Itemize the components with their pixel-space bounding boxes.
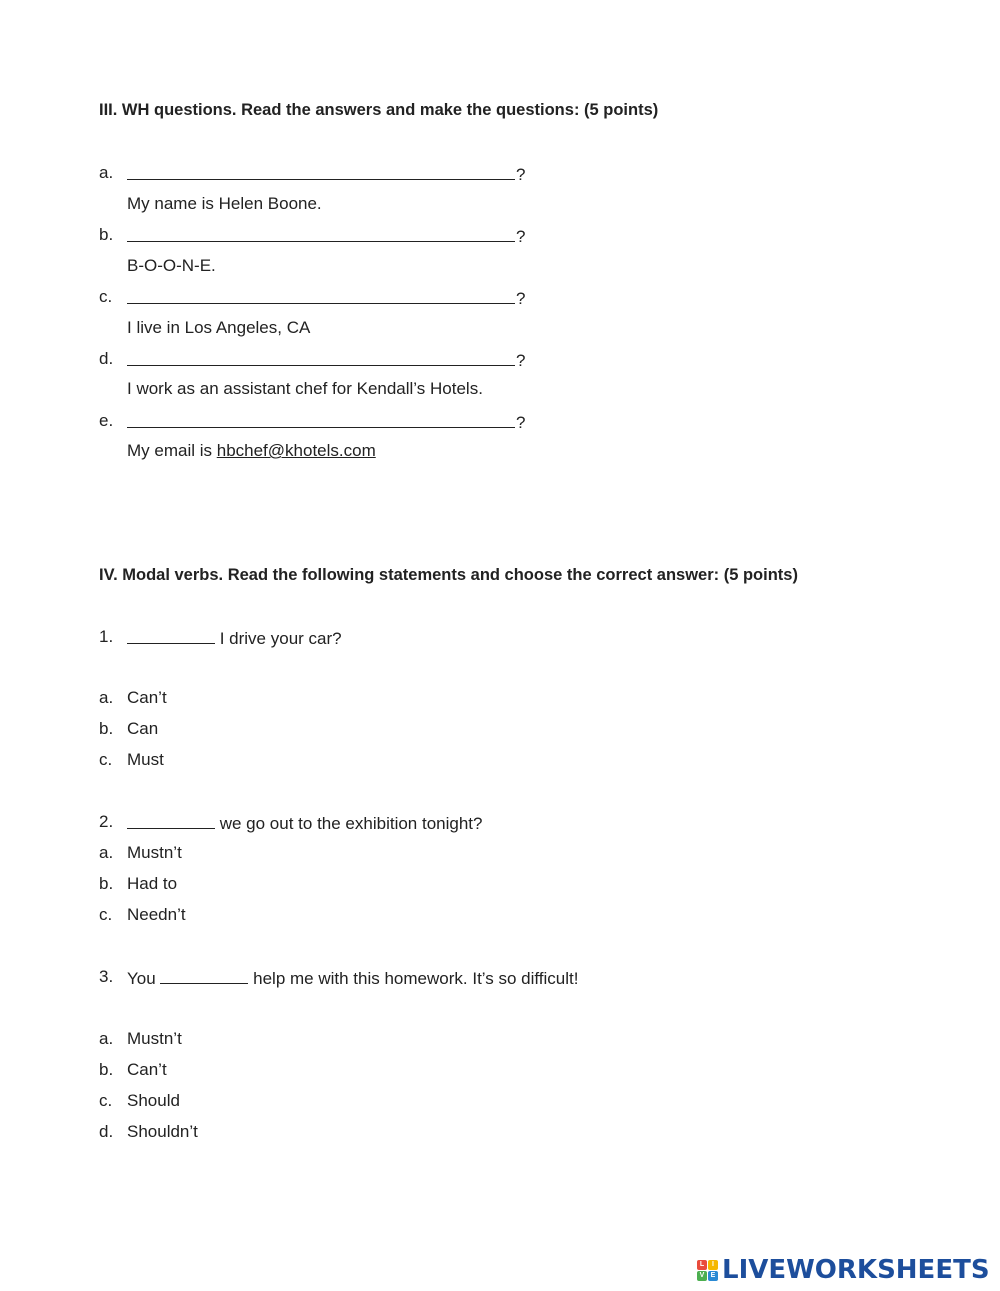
question-mark: ? <box>516 351 526 370</box>
question-number: 1. <box>99 627 114 646</box>
option-text[interactable]: Mustn’t <box>127 1029 182 1048</box>
fill-blank[interactable] <box>127 811 215 829</box>
option-text[interactable]: Can’t <box>127 688 167 707</box>
option-label: a. <box>99 1029 114 1048</box>
question-mark: ? <box>516 289 526 308</box>
option-label: a. <box>99 843 114 862</box>
logo-tile: I <box>708 1260 718 1270</box>
question-mark: ? <box>516 227 526 246</box>
logo-tile: V <box>697 1271 707 1281</box>
section-3-heading: III. WH questions. Read the answers and make the questions: (5 points) <box>99 101 659 119</box>
logo-tile: L <box>697 1260 707 1270</box>
answer-blank-line[interactable] <box>127 224 525 248</box>
option-text[interactable]: Can <box>127 719 159 738</box>
option-label: a. <box>99 688 114 707</box>
answer-blank-line[interactable] <box>127 410 525 434</box>
fill-blank[interactable] <box>127 626 215 644</box>
given-answer: I live in Los Angeles, CA <box>127 318 311 337</box>
question-number: 2. <box>99 812 114 831</box>
given-answer: B-O-O-N-E. <box>127 256 216 275</box>
logo-text: LIVEWORKSHEETS <box>722 1255 990 1285</box>
option-text[interactable]: Can’t <box>127 1060 167 1079</box>
logo-tile: E <box>708 1271 718 1281</box>
question-number: 3. <box>99 967 114 986</box>
question-text: You help me with this homework. It’s so difficult! <box>127 966 579 990</box>
given-answer: I work as an assistant chef for Kendall’s Hotels. <box>127 379 483 398</box>
item-label: d. <box>99 349 114 368</box>
option-label: d. <box>99 1122 114 1141</box>
question-mark: ? <box>516 413 526 432</box>
given-answer: My name is Helen Boone. <box>127 194 322 213</box>
logo-mark-icon <box>697 1260 718 1281</box>
liveworksheets-logo <box>697 1255 990 1285</box>
answer-blank-line[interactable] <box>127 162 525 186</box>
option-label: c. <box>99 750 113 769</box>
item-label: c. <box>99 287 113 306</box>
option-label: b. <box>99 1060 114 1079</box>
option-text[interactable]: Should <box>127 1091 180 1110</box>
item-label: e. <box>99 411 114 430</box>
answer-blank-line[interactable] <box>127 348 525 372</box>
item-label: b. <box>99 225 114 244</box>
section-4-heading: IV. Modal verbs. Read the following statements and choose the correct answer: (5 points) <box>99 566 798 584</box>
option-text[interactable]: Must <box>127 750 164 769</box>
email-link[interactable]: hbchef@khotels.com <box>216 441 376 460</box>
option-label: b. <box>99 719 114 738</box>
fill-blank[interactable] <box>160 966 248 984</box>
question-text: I drive your car? <box>127 626 342 650</box>
answer-prefix: My email is <box>127 441 217 460</box>
question-mark: ? <box>516 165 526 184</box>
answer-blank-line[interactable] <box>127 286 525 310</box>
question-text: we go out to the exhibition tonight? <box>127 811 482 835</box>
option-text[interactable]: Mustn’t <box>127 843 182 862</box>
given-answer <box>127 440 376 462</box>
item-label: a. <box>99 163 114 182</box>
option-text[interactable]: Had to <box>127 874 178 893</box>
option-label: c. <box>99 905 113 924</box>
option-text[interactable]: Needn’t <box>127 905 186 924</box>
option-text[interactable]: Shouldn’t <box>127 1122 198 1141</box>
option-label: c. <box>99 1091 113 1110</box>
option-label: b. <box>99 874 114 893</box>
